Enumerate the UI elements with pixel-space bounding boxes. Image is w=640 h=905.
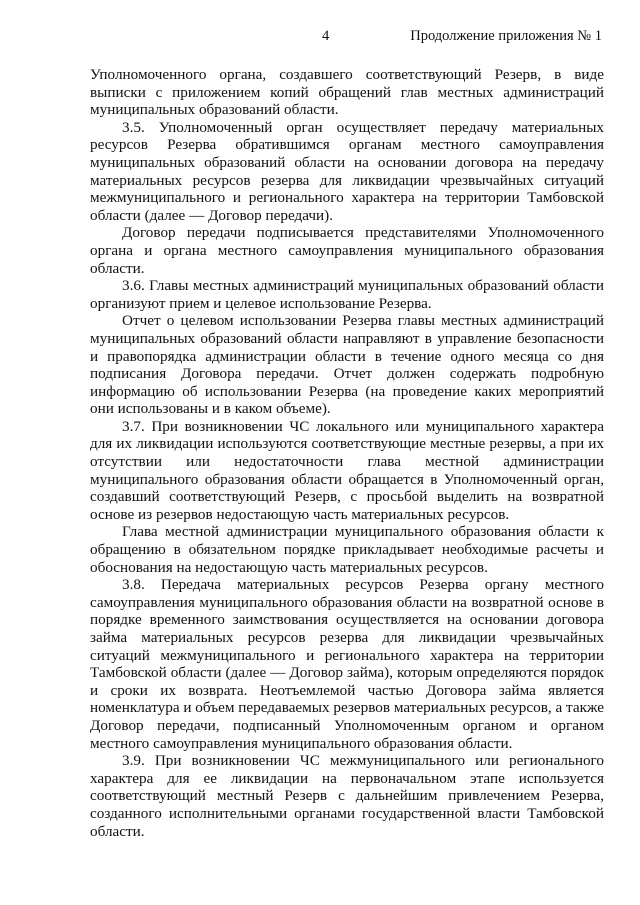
paragraph-3-4-continuation: Уполномоченного органа, создавшего соответствующий Резерв, в виде выписки с приложением копий обращений глав местных администраций муниципальных образований области. [90,66,604,119]
page-number: 4 [322,28,330,44]
paragraph-3-6: 3.6. Главы местных администраций муниципальных образований области организуют прием и целевое использование Резерва. [90,277,604,312]
paragraph-3-8: 3.8. Передача материальных ресурсов Резерва органу местного самоуправления муниципального образования области на возвратной основе в порядке временного заимствования осуществляется на основании договора займа материальных ресурсов резерва для ликвидации чрезвычайных ситуаций межмуниципального и регионального характера на территории Тамбовской области (далее — Договор займа), которым определяются порядок и сроки их возврата. Неотъемлемой частью Договора займа является номенклатура и объем передаваемых резервов материальных ресурсов, а также Договор передачи, подписанный Уполномоченным органом и органом местного самоуправления муниципального образования области. [90,576,604,752]
appendix-continuation-note: Продолжение приложения № 1 [410,28,602,44]
paragraph-3-7: 3.7. При возникновении ЧС локального или муниципального характера для их ликвидации используются соответствующие местные резервы, а при их отсутствии или недостаточности глава местной администрации муниципального образования области обращается в Уполномоченный орган, создавший соответствующий Резерв, с просьбой выделить на возвратной основе из резервов недостающую часть материальных ресурсов. [90,417,604,523]
paragraph-usage-report: Отчет о целевом использовании Резерва главы местных администраций муниципальных образований области направляют в управление безопасности и правопорядка администрации области в течение одного месяца со дня подписания Договора передачи. Отчет должен содержать подробную информацию об использовании Резерва (на проведение каких мероприятий они использованы и в каком объеме). [90,312,604,418]
page-header [0,28,640,48]
document-body [90,66,604,840]
paragraph-3-9: 3.9. При возникновении ЧС межмуниципального или регионального характера для ее ликвидации на первоначальном этапе используется соответствующий местный Резерв с дальнейшим привлечением Резерва, созданного исполнительными органами государственной власти Тамбовской области. [90,752,604,840]
paragraph-transfer-agreement: Договор передачи подписывается представителями Уполномоченного органа и органа местного самоуправления муниципального образования области. [90,224,604,277]
paragraph-head-calculations: Глава местной администрации муниципального образования области к обращению в обязательном порядке прикладывает необходимые расчеты и обоснования на недостающую часть материальных ресурсов. [90,523,604,576]
paragraph-3-5: 3.5. Уполномоченный орган осуществляет передачу материальных ресурсов Резерва обратившимся органам местного самоуправления муниципальных образований области на основании договора на передачу материальных ресурсов резерва для ликвидации чрезвычайных ситуаций межмуниципального и регионального характера на территории Тамбовской области (далее — Договор передачи). [90,118,604,224]
